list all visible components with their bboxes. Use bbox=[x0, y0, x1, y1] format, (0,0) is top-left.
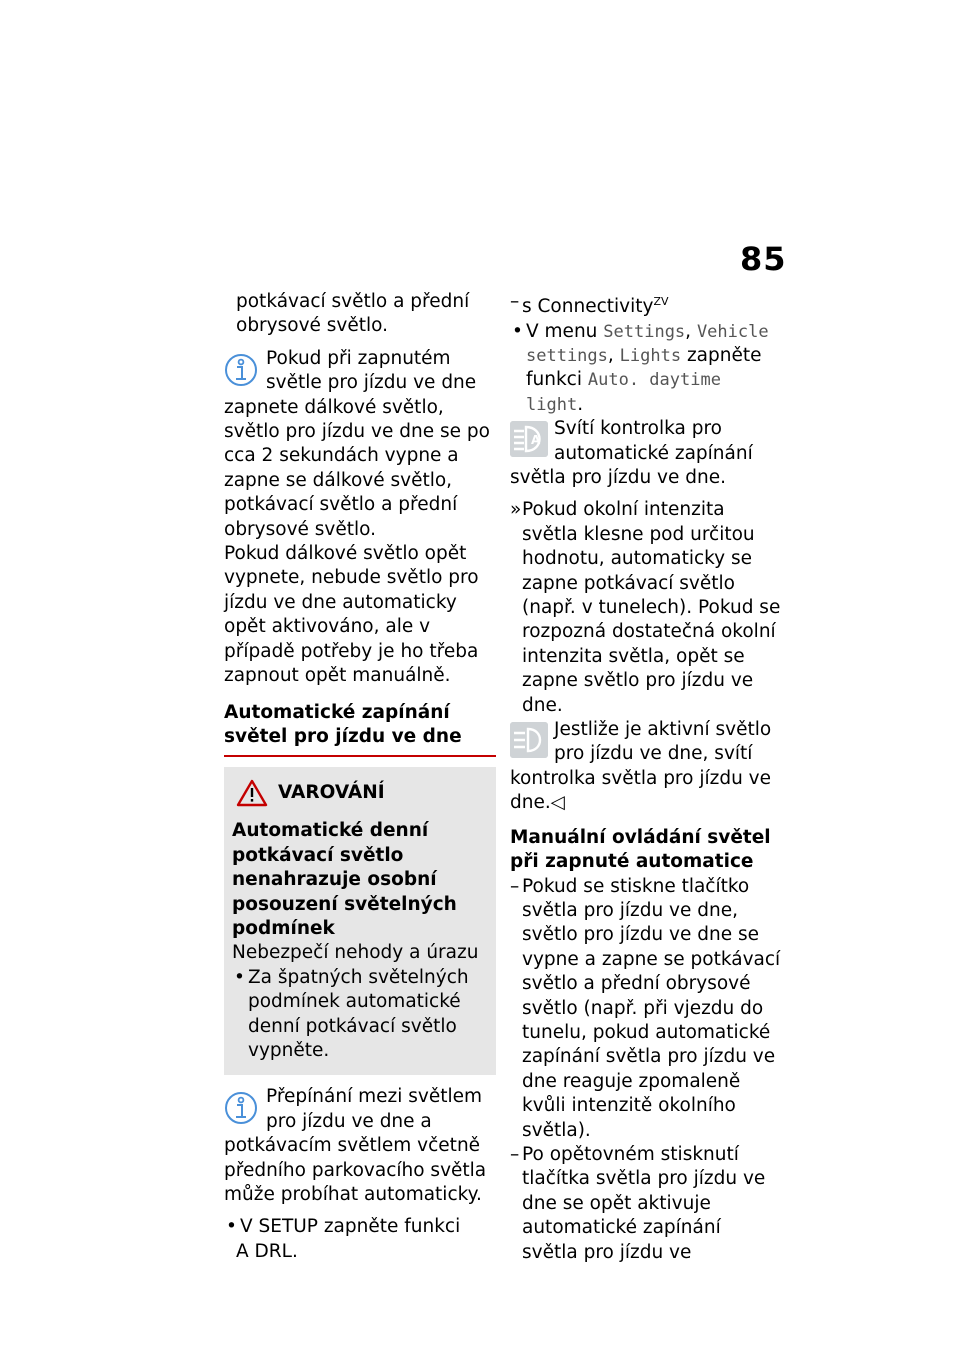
daytime-light-indicator-icon bbox=[510, 722, 548, 758]
warning-triangle-icon bbox=[236, 779, 268, 807]
warning-bold-text: Automatické denní potkávací světlo nenahrazuje osobní posouzení světelných podmínek bbox=[232, 820, 457, 939]
info-note-text: Přepínání mezi světlem pro jízdu ve dne a potkávacím světlem včetně předního parkovacího světla může probíhat automaticky. bbox=[224, 1086, 487, 1205]
result-paragraph: » Pokud okolní intenzita světla klesne pod určitou hodnotu, automaticky se zapne potkávací světlo (např. v tunelech). Pokud se rozpozná dostatečná okolní intenzita světla, opět se zapne světlo pro jízdu ve dne. bbox=[510, 499, 781, 716]
menu-vehicle-settings: Vehicle settings bbox=[526, 321, 769, 366]
setup-bullet-line-1: • V SETUP zapněte funkci bbox=[224, 1215, 496, 1239]
indicator-note-text: Svítí kontrolka pro automatické zapínání světla pro jízdu ve dne. bbox=[510, 418, 753, 488]
heading-rule bbox=[224, 755, 496, 757]
dash-connectivity: – s Connectivity$^{ZV}$ bbox=[510, 291, 669, 318]
indicator-note-text: Jestliže je aktivní světlo pro jízdu ve dne, svítí kontrolka světla pro jízdu ve dne.◁ bbox=[510, 719, 772, 814]
svg-text:A: A bbox=[531, 433, 541, 448]
setup-bullet bbox=[224, 1215, 496, 1264]
section-heading-manual: Manuální ovládání světel při zapnuté automatice bbox=[510, 826, 771, 873]
intro-line-2: obrysové světlo. bbox=[236, 315, 389, 337]
page-number: 85 bbox=[740, 240, 787, 278]
dash-item-2: – Po opětovném stisknutí tlačítka světla pro jízdu ve dne se opět aktivuje automatické zapínání světla pro jízdu ve bbox=[510, 1143, 766, 1263]
section-heading-auto-drl: Automatické zapínání světel pro jízdu ve dne bbox=[224, 701, 462, 747]
indicator-note-auto bbox=[510, 417, 782, 490]
auto-light-indicator-icon bbox=[510, 421, 548, 457]
info-note-text: Pokud při zapnutém světle pro jízdu ve dne zapnete dálkové světlo, světlo pro jízdu ve dne se po cca 2 sekundách vypne a zapne se dálkové světlo, potkávací světlo a přední obrysové světlo. bbox=[224, 347, 490, 540]
warning-box bbox=[224, 767, 496, 1075]
right-column bbox=[510, 290, 782, 1265]
menu-settings: Settings bbox=[603, 321, 686, 342]
setup-bullet-line-2: A DRL. bbox=[236, 1240, 298, 1262]
info-icon bbox=[224, 1089, 258, 1127]
warning-bullet: • Za špatných světelných podmínek automatické denní potkávací světlo vypněte. bbox=[232, 966, 488, 1064]
menu-lights: Lights bbox=[619, 345, 682, 366]
warning-title: VAROVÁNÍ bbox=[278, 782, 385, 804]
end-mark: ◁ bbox=[550, 792, 565, 814]
info-note-high-beam bbox=[224, 347, 496, 542]
paragraph-high-beam-off: Pokud dálkové světlo opět vypnete, nebude světlo pro jízdu ve dne automaticky opět aktivováno, ale v případě potřeby je ho třeba zapnout opět manuálně. bbox=[224, 543, 479, 687]
info-note-switching bbox=[224, 1085, 496, 1207]
info-icon bbox=[224, 351, 258, 389]
left-column bbox=[224, 290, 496, 1264]
intro-line-1: potkávací světlo a přední bbox=[236, 291, 470, 312]
menu-instruction: • V menu Settings, Vehicle settings, Lights zapněte funkci Auto. daytime light. bbox=[510, 320, 782, 418]
indicator-note-drl bbox=[510, 718, 782, 816]
warning-normal-text: Nebezpečí nehody a úrazu bbox=[232, 942, 479, 964]
dash-item-1: – Pokud se stiskne tlačítko světla pro jízdu ve dne, světlo pro jízdu ve dne se vypne a zapne se potkávací světlo a přední obrysové světlo (např. při vjezdu do tunelu, pokud automatické zapínání světla pro jízdu ve dne reaguje zpomaleně kvůli intenzitě okolního světla). bbox=[510, 875, 781, 1141]
menu-auto-daytime-light: Auto. daytime light bbox=[526, 370, 721, 415]
